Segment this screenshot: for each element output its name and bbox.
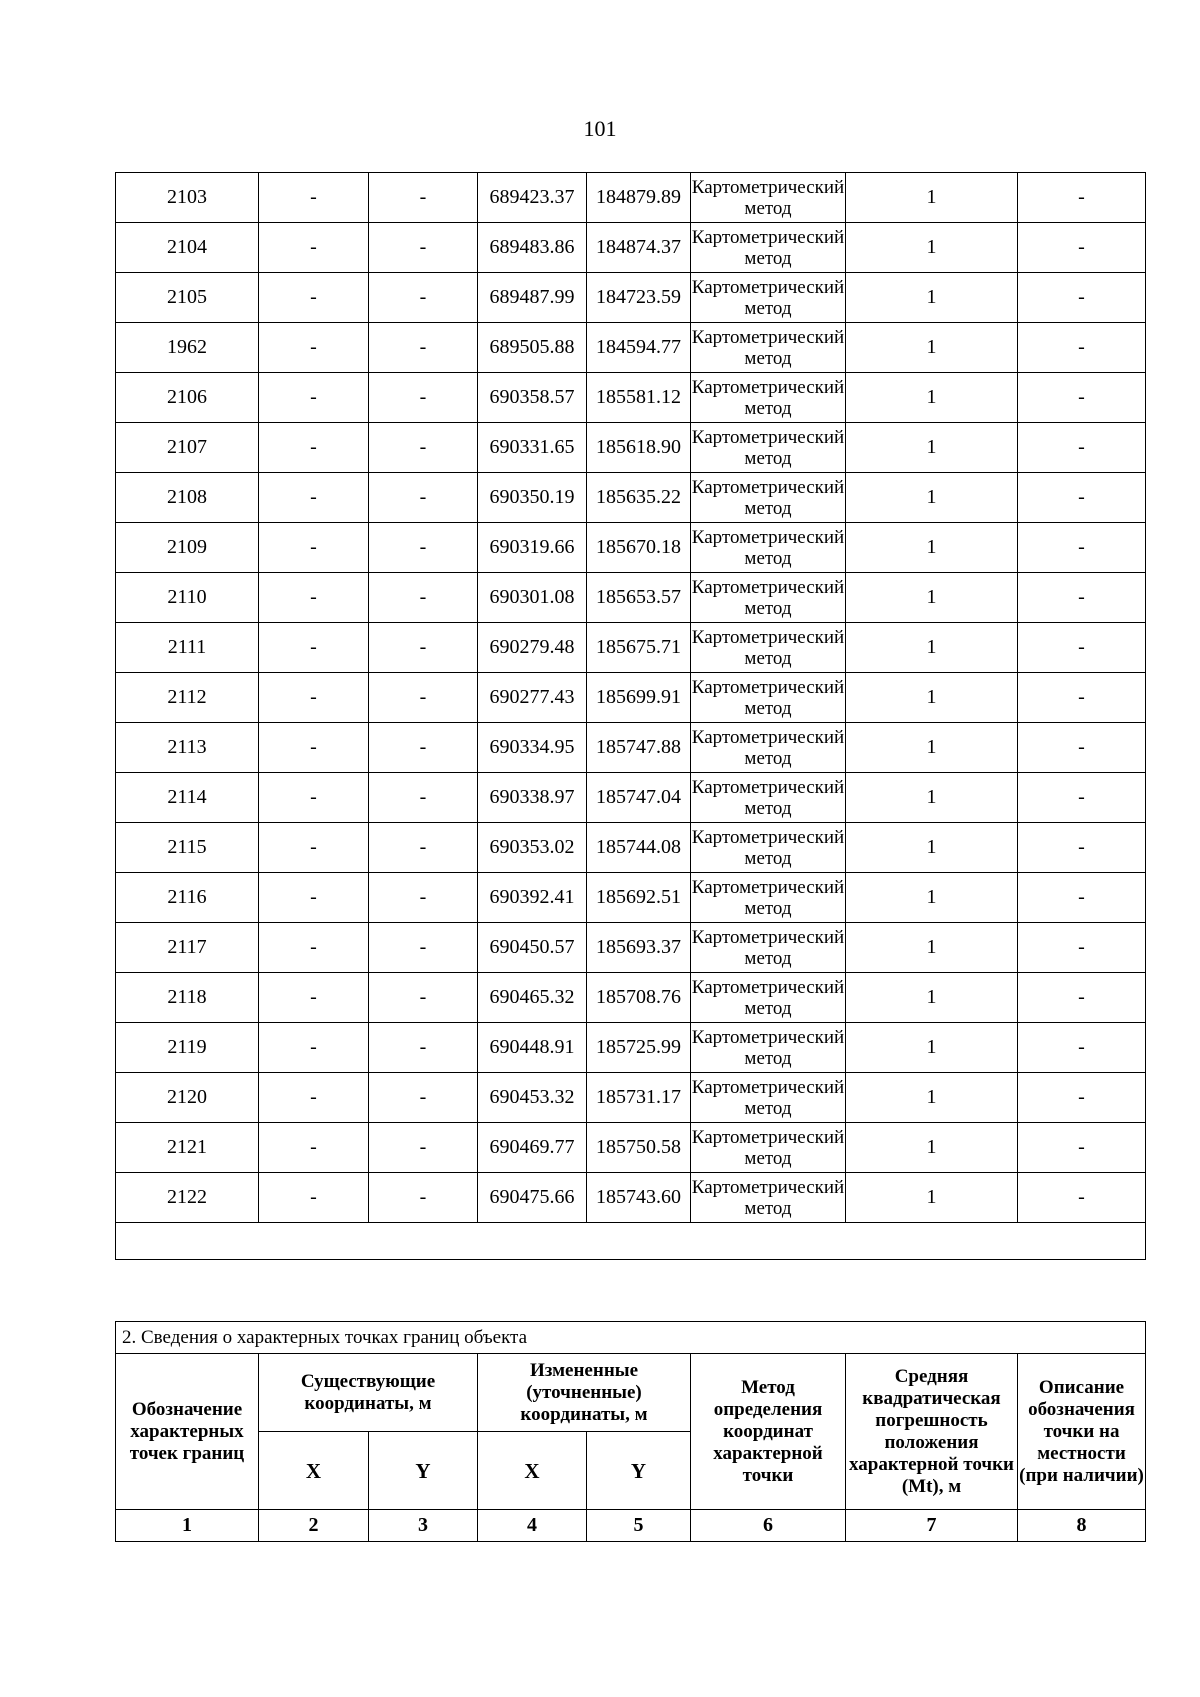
header-x-existing: X xyxy=(259,1432,369,1510)
method-cell: Картометрический метод xyxy=(691,1073,846,1123)
changed-x-cell: 690350.19 xyxy=(478,473,587,523)
changed-x-cell: 689483.86 xyxy=(478,223,587,273)
method-cell: Картометрический метод xyxy=(691,1173,846,1223)
description-cell: - xyxy=(1018,273,1146,323)
table-row xyxy=(116,973,1146,1023)
table-row xyxy=(116,223,1146,273)
existing-y-cell: - xyxy=(369,823,478,873)
table-row xyxy=(116,523,1146,573)
page-number: 101 xyxy=(583,116,617,141)
existing-y-cell: - xyxy=(369,1023,478,1073)
method-cell: Картометрический метод xyxy=(691,623,846,673)
column-number: 4 xyxy=(478,1510,587,1542)
header-changed-coordinates: Измененные (уточненные) координаты, м xyxy=(478,1354,691,1432)
changed-x-cell: 690338.97 xyxy=(478,773,587,823)
method-cell: Картометрический метод xyxy=(691,823,846,873)
existing-x-cell: - xyxy=(259,673,369,723)
existing-y-cell: - xyxy=(369,723,478,773)
column-number: 1 xyxy=(116,1510,259,1542)
point-id-cell: 2103 xyxy=(116,173,259,223)
existing-x-cell: - xyxy=(259,473,369,523)
method-cell: Картометрический метод xyxy=(691,273,846,323)
mt-cell: 1 xyxy=(846,373,1018,423)
existing-x-cell: - xyxy=(259,323,369,373)
mt-cell: 1 xyxy=(846,473,1018,523)
table-row xyxy=(116,1023,1146,1073)
point-id-cell: 2121 xyxy=(116,1123,259,1173)
header-x-changed: X xyxy=(478,1432,587,1510)
changed-y-cell: 185693.37 xyxy=(587,923,691,973)
mt-cell: 1 xyxy=(846,673,1018,723)
table-row xyxy=(116,823,1146,873)
mt-cell: 1 xyxy=(846,423,1018,473)
mt-cell: 1 xyxy=(846,823,1018,873)
changed-x-cell: 689423.37 xyxy=(478,173,587,223)
header-point-id: Обозначение характерных точек границ xyxy=(116,1354,259,1510)
table-row xyxy=(116,323,1146,373)
changed-x-cell: 690353.02 xyxy=(478,823,587,873)
mt-cell: 1 xyxy=(846,623,1018,673)
point-id-cell: 2117 xyxy=(116,923,259,973)
method-cell: Картометрический метод xyxy=(691,373,846,423)
description-cell: - xyxy=(1018,423,1146,473)
method-cell: Картометрический метод xyxy=(691,1023,846,1073)
existing-y-cell: - xyxy=(369,173,478,223)
changed-y-cell: 185699.91 xyxy=(587,673,691,723)
changed-y-cell: 185618.90 xyxy=(587,423,691,473)
description-cell: - xyxy=(1018,1173,1146,1223)
existing-y-cell: - xyxy=(369,223,478,273)
method-cell: Картометрический метод xyxy=(691,173,846,223)
changed-y-cell: 185725.99 xyxy=(587,1023,691,1073)
description-cell: - xyxy=(1018,873,1146,923)
changed-y-cell: 185731.17 xyxy=(587,1073,691,1123)
description-cell: - xyxy=(1018,923,1146,973)
point-id-cell: 2114 xyxy=(116,773,259,823)
method-cell: Картометрический метод xyxy=(691,573,846,623)
column-number: 5 xyxy=(587,1510,691,1542)
point-id-cell: 2112 xyxy=(116,673,259,723)
existing-x-cell: - xyxy=(259,273,369,323)
changed-x-cell: 690279.48 xyxy=(478,623,587,673)
changed-y-cell: 185744.08 xyxy=(587,823,691,873)
changed-x-cell: 690358.57 xyxy=(478,373,587,423)
existing-y-cell: - xyxy=(369,1073,478,1123)
existing-x-cell: - xyxy=(259,923,369,973)
coordinates-table xyxy=(115,172,1146,1260)
changed-x-cell: 690469.77 xyxy=(478,1123,587,1173)
existing-y-cell: - xyxy=(369,623,478,673)
table-row xyxy=(116,1073,1146,1123)
changed-y-cell: 184874.37 xyxy=(587,223,691,273)
changed-x-cell: 690475.66 xyxy=(478,1173,587,1223)
header-y-changed: Y xyxy=(587,1432,691,1510)
table-row xyxy=(116,573,1146,623)
changed-x-cell: 690331.65 xyxy=(478,423,587,473)
table-row xyxy=(116,1123,1146,1173)
mt-cell: 1 xyxy=(846,1173,1018,1223)
existing-x-cell: - xyxy=(259,373,369,423)
table-row xyxy=(116,273,1146,323)
mt-cell: 1 xyxy=(846,273,1018,323)
section2-table xyxy=(115,1321,1146,1542)
method-cell: Картометрический метод xyxy=(691,223,846,273)
table-row xyxy=(116,673,1146,723)
description-cell: - xyxy=(1018,473,1146,523)
changed-x-cell: 690277.43 xyxy=(478,673,587,723)
point-id-cell: 2107 xyxy=(116,423,259,473)
table-row xyxy=(116,773,1146,823)
changed-y-cell: 185747.88 xyxy=(587,723,691,773)
existing-y-cell: - xyxy=(369,523,478,573)
existing-x-cell: - xyxy=(259,573,369,623)
description-cell: - xyxy=(1018,973,1146,1023)
mt-cell: 1 xyxy=(846,173,1018,223)
existing-x-cell: - xyxy=(259,223,369,273)
existing-y-cell: - xyxy=(369,473,478,523)
mt-cell: 1 xyxy=(846,723,1018,773)
existing-x-cell: - xyxy=(259,1123,369,1173)
table-row xyxy=(116,373,1146,423)
changed-y-cell: 185708.76 xyxy=(587,973,691,1023)
existing-x-cell: - xyxy=(259,723,369,773)
mt-cell: 1 xyxy=(846,1023,1018,1073)
column-number: 6 xyxy=(691,1510,846,1542)
method-cell: Картометрический метод xyxy=(691,923,846,973)
changed-y-cell: 184879.89 xyxy=(587,173,691,223)
changed-y-cell: 185743.60 xyxy=(587,1173,691,1223)
existing-y-cell: - xyxy=(369,1173,478,1223)
changed-x-cell: 690392.41 xyxy=(478,873,587,923)
existing-x-cell: - xyxy=(259,173,369,223)
point-id-cell: 2118 xyxy=(116,973,259,1023)
description-cell: - xyxy=(1018,523,1146,573)
existing-y-cell: - xyxy=(369,773,478,823)
changed-y-cell: 185750.58 xyxy=(587,1123,691,1173)
section2-caption: 2. Сведения о характерных точках границ объекта xyxy=(116,1322,1146,1354)
description-cell: - xyxy=(1018,823,1146,873)
table-row xyxy=(116,723,1146,773)
existing-y-cell: - xyxy=(369,273,478,323)
changed-x-cell: 690319.66 xyxy=(478,523,587,573)
method-cell: Картометрический метод xyxy=(691,423,846,473)
point-id-cell: 2122 xyxy=(116,1173,259,1223)
changed-y-cell: 185692.51 xyxy=(587,873,691,923)
method-cell: Картометрический метод xyxy=(691,873,846,923)
changed-y-cell: 184594.77 xyxy=(587,323,691,373)
point-id-cell: 1962 xyxy=(116,323,259,373)
table-row xyxy=(116,173,1146,223)
mt-cell: 1 xyxy=(846,323,1018,373)
point-id-cell: 2104 xyxy=(116,223,259,273)
changed-y-cell: 185653.57 xyxy=(587,573,691,623)
empty-cell xyxy=(116,1223,1146,1260)
changed-y-cell: 185747.04 xyxy=(587,773,691,823)
existing-x-cell: - xyxy=(259,523,369,573)
point-id-cell: 2116 xyxy=(116,873,259,923)
mt-cell: 1 xyxy=(846,523,1018,573)
existing-y-cell: - xyxy=(369,873,478,923)
existing-y-cell: - xyxy=(369,573,478,623)
column-number: 8 xyxy=(1018,1510,1146,1542)
point-id-cell: 2113 xyxy=(116,723,259,773)
changed-y-cell: 185675.71 xyxy=(587,623,691,673)
table-row xyxy=(116,623,1146,673)
table-row xyxy=(116,473,1146,523)
changed-y-cell: 184723.59 xyxy=(587,273,691,323)
mt-cell: 1 xyxy=(846,1073,1018,1123)
existing-x-cell: - xyxy=(259,1073,369,1123)
description-cell: - xyxy=(1018,573,1146,623)
existing-x-cell: - xyxy=(259,1173,369,1223)
existing-y-cell: - xyxy=(369,423,478,473)
table-row xyxy=(116,873,1146,923)
point-id-cell: 2110 xyxy=(116,573,259,623)
mt-cell: 1 xyxy=(846,873,1018,923)
description-cell: - xyxy=(1018,623,1146,673)
empty-row xyxy=(116,1223,1146,1260)
column-number: 7 xyxy=(846,1510,1018,1542)
point-id-cell: 2109 xyxy=(116,523,259,573)
column-number: 3 xyxy=(369,1510,478,1542)
method-cell: Картометрический метод xyxy=(691,673,846,723)
changed-x-cell: 690301.08 xyxy=(478,573,587,623)
point-id-cell: 2105 xyxy=(116,273,259,323)
description-cell: - xyxy=(1018,1023,1146,1073)
existing-x-cell: - xyxy=(259,623,369,673)
method-cell: Картометрический метод xyxy=(691,523,846,573)
method-cell: Картометрический метод xyxy=(691,323,846,373)
point-id-cell: 2120 xyxy=(116,1073,259,1123)
point-id-cell: 2106 xyxy=(116,373,259,423)
mt-cell: 1 xyxy=(846,973,1018,1023)
changed-x-cell: 690465.32 xyxy=(478,973,587,1023)
column-number: 2 xyxy=(259,1510,369,1542)
header-mt: Средняя квадратическая погрешность положения характерной точки (Mt), м xyxy=(846,1354,1018,1510)
header-description: Описание обозначения точки на местности (при наличии) xyxy=(1018,1354,1146,1510)
description-cell: - xyxy=(1018,1123,1146,1173)
table-row xyxy=(116,423,1146,473)
mt-cell: 1 xyxy=(846,573,1018,623)
existing-x-cell: - xyxy=(259,823,369,873)
existing-x-cell: - xyxy=(259,873,369,923)
method-cell: Картометрический метод xyxy=(691,773,846,823)
existing-x-cell: - xyxy=(259,973,369,1023)
header-method: Метод определения координат характерной точки xyxy=(691,1354,846,1510)
table-row xyxy=(116,1173,1146,1223)
mt-cell: 1 xyxy=(846,773,1018,823)
description-cell: - xyxy=(1018,773,1146,823)
changed-x-cell: 690448.91 xyxy=(478,1023,587,1073)
description-cell: - xyxy=(1018,373,1146,423)
changed-x-cell: 689487.99 xyxy=(478,273,587,323)
existing-y-cell: - xyxy=(369,673,478,723)
existing-y-cell: - xyxy=(369,373,478,423)
mt-cell: 1 xyxy=(846,923,1018,973)
table-row xyxy=(116,923,1146,973)
description-cell: - xyxy=(1018,723,1146,773)
point-id-cell: 2111 xyxy=(116,623,259,673)
existing-y-cell: - xyxy=(369,323,478,373)
mt-cell: 1 xyxy=(846,1123,1018,1173)
method-cell: Картометрический метод xyxy=(691,1123,846,1173)
changed-x-cell: 690450.57 xyxy=(478,923,587,973)
method-cell: Картометрический метод xyxy=(691,473,846,523)
header-existing-coordinates: Существующие координаты, м xyxy=(259,1354,478,1432)
changed-y-cell: 185581.12 xyxy=(587,373,691,423)
changed-x-cell: 690334.95 xyxy=(478,723,587,773)
description-cell: - xyxy=(1018,673,1146,723)
description-cell: - xyxy=(1018,223,1146,273)
point-id-cell: 2115 xyxy=(116,823,259,873)
existing-x-cell: - xyxy=(259,423,369,473)
method-cell: Картометрический метод xyxy=(691,973,846,1023)
existing-y-cell: - xyxy=(369,973,478,1023)
description-cell: - xyxy=(1018,1073,1146,1123)
existing-y-cell: - xyxy=(369,923,478,973)
description-cell: - xyxy=(1018,323,1146,373)
point-id-cell: 2119 xyxy=(116,1023,259,1073)
existing-x-cell: - xyxy=(259,1023,369,1073)
changed-y-cell: 185635.22 xyxy=(587,473,691,523)
method-cell: Картометрический метод xyxy=(691,723,846,773)
changed-x-cell: 690453.32 xyxy=(478,1073,587,1123)
mt-cell: 1 xyxy=(846,223,1018,273)
changed-x-cell: 689505.88 xyxy=(478,323,587,373)
header-y-existing: Y xyxy=(369,1432,478,1510)
point-id-cell: 2108 xyxy=(116,473,259,523)
existing-y-cell: - xyxy=(369,1123,478,1173)
existing-x-cell: - xyxy=(259,773,369,823)
description-cell: - xyxy=(1018,173,1146,223)
changed-y-cell: 185670.18 xyxy=(587,523,691,573)
